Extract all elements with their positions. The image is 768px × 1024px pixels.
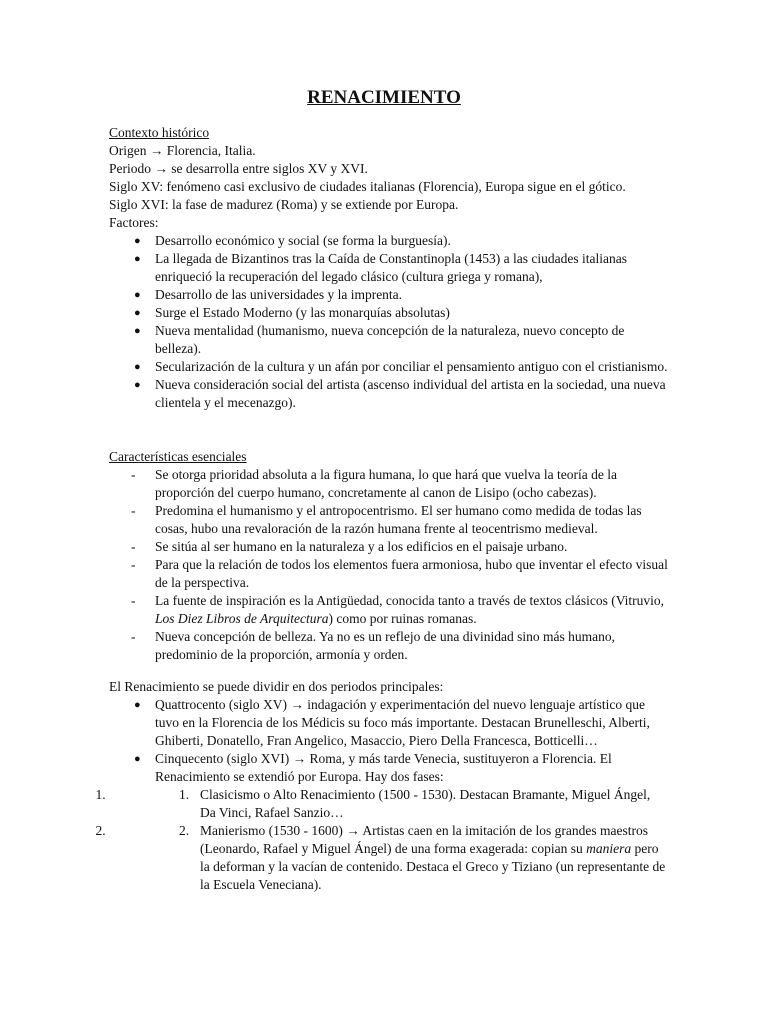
dash-icon: - xyxy=(131,503,136,518)
periodos-intro: El Renacimiento se puede dividir en dos periodos principales: xyxy=(109,679,444,694)
list-item: 1. 1. Clasicismo o Alto Renacimiento (1500 - 1530). Destacan Bramante, Miguel Ángel, Da Vinci, Rafael Sanzio… xyxy=(109,786,669,822)
list-item: ● Nueva mentalidad (humanismo, nueva concepción de la naturaleza, nuevo concepto de belleza). xyxy=(134,323,625,356)
context-line-factores: Factores: xyxy=(109,215,159,230)
book-title: Los Diez Libros de Arquitectura xyxy=(155,611,329,626)
page-title: RENACIMIENTO xyxy=(307,87,461,108)
dash-icon: - xyxy=(131,539,136,554)
list-item: - La fuente de inspiración es la Antigüedad, conocida tanto a través de textos clásicos (Vitruvio, Los Diez Libros de Arquitectura) como por ruinas romanas. xyxy=(131,593,665,626)
list-item: - Se sitúa al ser humano en la naturaleza y a los edificios en el paisaje urbano. xyxy=(131,539,568,554)
context-line-siglo-xv: Siglo XV: fenómeno casi exclusivo de ciudades italianas (Florencia), Europa sigue en el gótico. xyxy=(109,179,626,194)
list-item: ● Secularización de la cultura y un afán por conciliar el pensamiento antiguo con el cristianismo. xyxy=(134,359,668,374)
list-item: ● Nueva consideración social del artista (ascenso individual del artista en la sociedad, una nueva clientela y el mecenazgo). xyxy=(134,377,666,410)
list-item: ● Quattrocento (siglo XV) → indagación y experimentación del nuevo lenguaje artístico que tuvo en la Florencia de los Médicis su foco más importante. Destacan Brunelleschi, Alberti, Ghiberti, Donatello, Fran Angelico, Masaccio, Piero Della Francesca, Botticelli… xyxy=(134,697,650,748)
caracteristicas-list xyxy=(109,466,669,664)
list-item: ● La llegada de Bizantinos tras la Caída de Constantinopla (1453) a las ciudades italianas enriqueció la recuperación del legado clásico (cultura griega y romana), xyxy=(134,251,627,284)
list-item: - Nueva concepción de belleza. Ya no es un reflejo de una divinidad sino más humano, predominio de la proporción, armonía y orden. xyxy=(131,629,615,662)
dash-icon: - xyxy=(131,467,136,482)
list-item: ● Desarrollo de las universidades y la imprenta. xyxy=(134,287,403,302)
list-item: 2. 2. Manierismo (1530 - 1600) → Artistas caen en la imitación de los grandes maestros (Leonardo, Rafael y Miguel Ángel) de una forma exagerada: copian su maniera pero la deforman y la vacían de contenido. Destaca el Greco y Tiziano (un representante de la Escuela Veneciana). xyxy=(109,822,669,894)
periodos-list xyxy=(109,696,669,786)
bullet-icon: ● xyxy=(134,361,141,373)
bullet-icon: ● xyxy=(134,235,141,247)
bullet-icon: ● xyxy=(134,289,141,301)
list-number: 1. 1. xyxy=(179,787,190,802)
italic-term: maniera xyxy=(586,841,632,856)
document-body xyxy=(109,124,669,894)
list-item: - Se otorga prioridad absoluta a la figura humana, lo que hará que vuelva la teoría de la proporción del cuerpo humano, concretamente al canon de Lisipo (ocho cabezas). xyxy=(131,467,617,500)
list-item: - Para que la relación de todos los elementos fuera armoniosa, hubo que inventar el efecto visual de la perspectiva. xyxy=(131,557,668,590)
section-heading-contexto: Contexto histórico xyxy=(109,125,210,140)
section-heading-caracteristicas: Características esenciales xyxy=(109,449,247,464)
list-item: ● Surge el Estado Moderno (y las monarquías absolutas) xyxy=(134,305,450,320)
list-number: 2. 2. xyxy=(179,823,190,838)
context-line-siglo-xvi: Siglo XVI: la fase de madurez (Roma) y se extiende por Europa. xyxy=(109,197,459,212)
factores-list xyxy=(109,232,669,412)
context-line-origen: Origen → Florencia, Italia. xyxy=(109,143,256,158)
list-item: - Predomina el humanismo y el antropocentrismo. El ser humano como medida de todas las cosas, hubo una revaloración de la razón humana frente al teocentrismo medieval. xyxy=(131,503,642,536)
dash-icon: - xyxy=(131,629,136,644)
dash-icon: - xyxy=(131,557,136,572)
bullet-icon: ● xyxy=(134,325,141,337)
bullet-icon: ● xyxy=(134,699,141,711)
bullet-icon: ● xyxy=(134,307,141,319)
dash-icon: - xyxy=(131,593,136,608)
list-item: ● Cinquecento (siglo XVI) → Roma, y más tarde Venecia, sustituyeron a Florencia. El Renacimiento se extendió por Europa. Hay dos fases: xyxy=(134,751,612,784)
bullet-icon: ● xyxy=(134,253,141,265)
list-item: ● Desarrollo económico y social (se forma la burguesía). xyxy=(134,233,451,248)
bullet-icon: ● xyxy=(134,753,141,765)
fases-list xyxy=(109,786,669,894)
context-line-periodo: Periodo → se desarrolla entre siglos XV y XVI. xyxy=(109,161,368,176)
bullet-icon: ● xyxy=(134,379,141,391)
